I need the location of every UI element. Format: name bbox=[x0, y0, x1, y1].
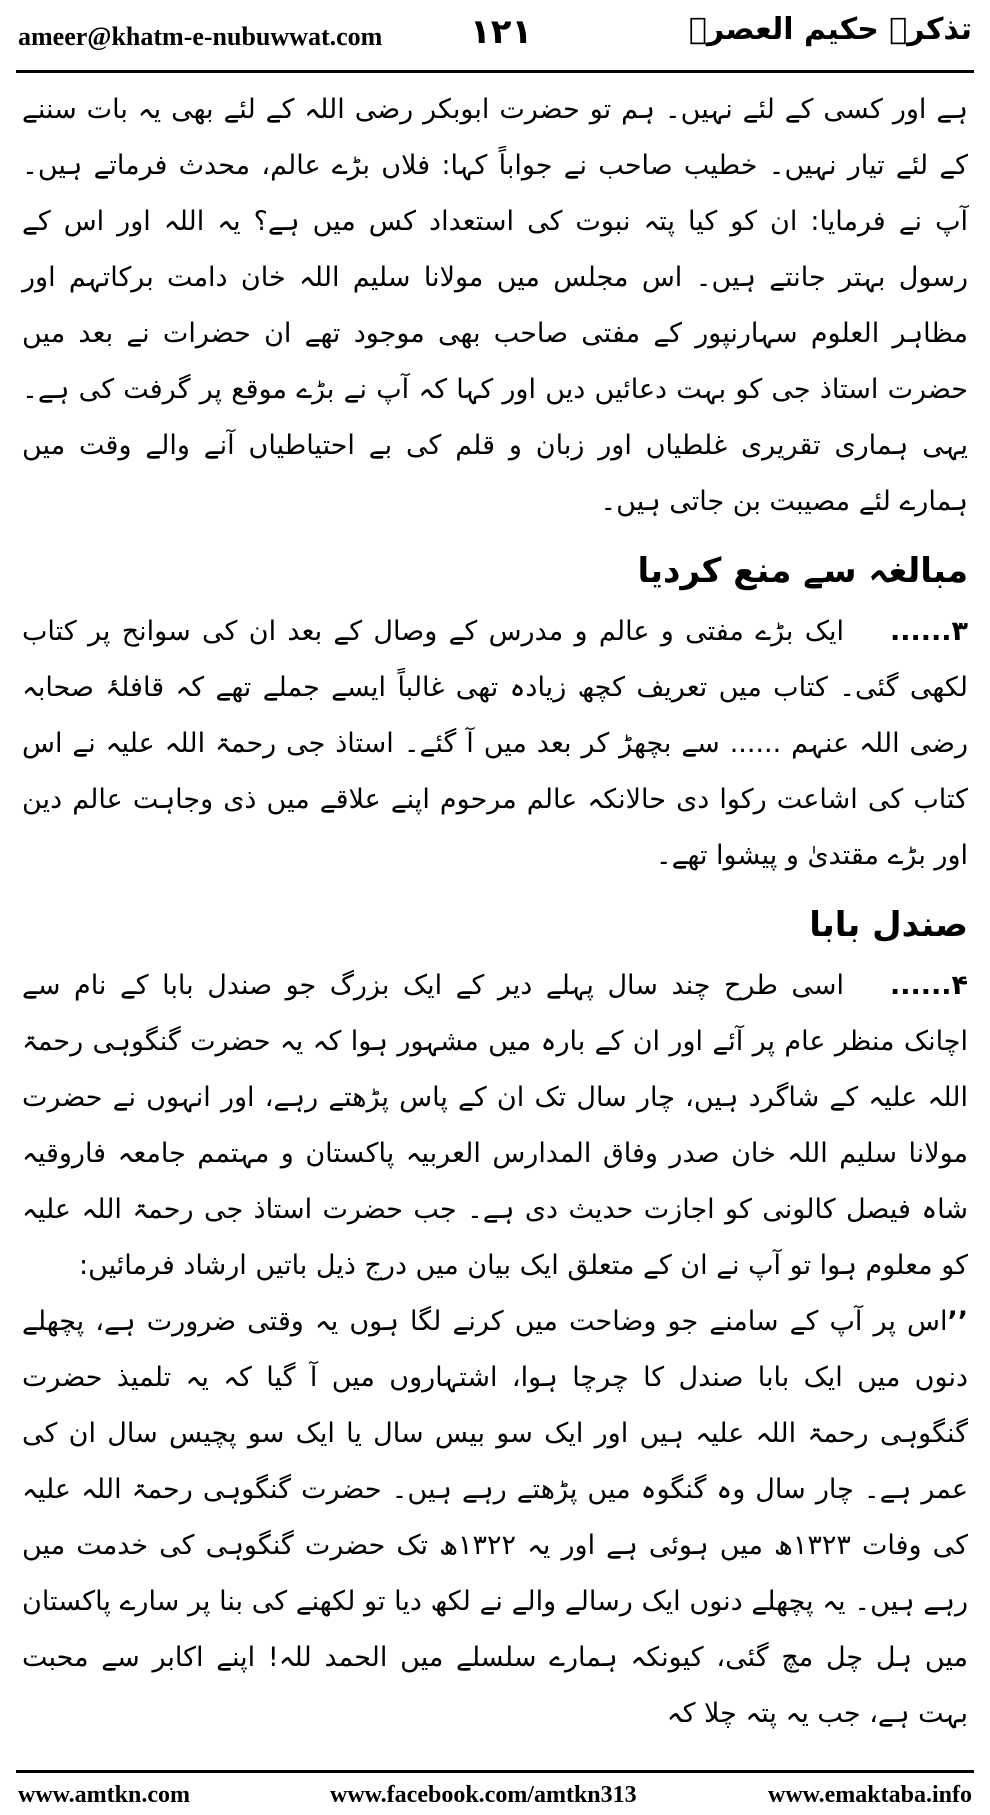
paragraph-2-text: ایک بڑے مفتی و عالم و مدرس کے وصال کے بعد ان کی سوانح پر کتاب لکھی گئی۔ کتاب میں تعریف کچھ زیادہ تھی غالباً ایسے جملے تھے کہ قافلۂ صحابہ رضی اللہ عنہم ...... سے بچھڑ کر بعد میں آ گئے۔ استاذ جی رحمۃ اللہ علیہ نے اس کتاب کی اشاعت رکوا دی حالانکہ عالم مرحوم اپنے علاقے میں ذی وجاہت عالم دین اور بڑے مقتدیٰ و پیشوا تھے۔ bbox=[22, 616, 968, 871]
paragraph-2 bbox=[22, 604, 968, 884]
page-header bbox=[0, 0, 990, 68]
paragraph-number-3: ۳...... bbox=[889, 616, 968, 647]
book-title: تذکرہ حکیم العصرؒ bbox=[688, 12, 972, 47]
footer-rule bbox=[16, 1770, 974, 1773]
section-heading-sandal-baba: صندل بابا bbox=[809, 905, 968, 945]
section-heading-mubalgha: مبالغہ سے منع کردیا bbox=[637, 551, 968, 591]
quoted-paragraph-text: اس پر آپ کے سامنے جو وضاحت میں کرنے لگا ہوں یہ وقتی ضرورت ہے، پچھلے دنوں میں ایک بابا صندل کا چرچا ہوا، اشتہاروں میں آ گیا کہ یہ تلمیذ حضرت گنگوہی رحمۃ اللہ علیہ ہیں اور ایک سو بیس سال یا ایک سو پچیس سال ان کی عمر ہے۔ چار سال وہ گنگوہ میں پڑھتے رہے ہیں۔ حضرت گنگوہی رحمۃ اللہ علیہ کی وفات ۱۳۲۳ھ میں ہوئی ہے اور یہ ۱۳۲۲ھ تک حضرت گنگوہی کی خدمت میں رہے ہیں۔ یہ پچھلے دنوں ایک رسالے والے نے لکھ دیا تو لکھنے کی بنا پر سارے پاکستان میں ہل چل مچ گئی، کیونکہ ہمارے سلسلے میں الحمد للہ! اپنے اکابر سے محبت بہت ہے، جب یہ پتہ چلا کہ bbox=[22, 1306, 969, 1729]
page-body bbox=[22, 82, 968, 1762]
paragraph-number-4: ۴...... bbox=[889, 970, 968, 1001]
quoted-paragraph bbox=[22, 1294, 968, 1742]
header-rule bbox=[16, 70, 974, 73]
footer-link-amtkn[interactable]: www.amtkn.com bbox=[18, 1782, 190, 1808]
page-footer bbox=[0, 1778, 990, 1815]
page-number: ۱۲۱ bbox=[470, 12, 533, 52]
paragraph-3 bbox=[22, 958, 968, 1294]
opening-quote-mark: ’’ bbox=[947, 1306, 968, 1337]
paragraph-1: ہے اور کسی کے لئے نہیں۔ ہم تو حضرت ابوبکر رضی اللہ کے لئے بھی یہ بات سننے کے لئے تیار نہیں۔ خطیب صاحب نے جواباً کہا: فلاں بڑے عالم، محدث فرماتے ہیں۔ آپ نے فرمایا: ان کو کیا پتہ نبوت کی استعداد کس میں ہے؟ یہ اللہ اور اس کے رسول بہتر جانتے ہیں۔ اس مجلس میں مولانا سلیم اللہ خان دامت برکاتہم اور مظاہر العلوم سہارنپور کے مفتی صاحب بھی موجود تھے ان حضرات نے بعد میں حضرت استاذ جی کو بہت دعائیں دیں اور کہا کہ آپ نے بڑے موقع پر گرفت کی ہے۔ یہی ہماری تقریری غلطیاں اور زبان و قلم کی بے احتیاطیاں آنے والے وقت میں ہمارے لئے مصیبت بن جاتی ہیں۔ bbox=[22, 94, 968, 517]
footer-link-emaktaba[interactable]: www.emaktaba.info bbox=[767, 1782, 972, 1808]
footer-link-facebook[interactable]: www.facebook.com/amtkn313 bbox=[330, 1782, 637, 1808]
paragraph-3-text: اسی طرح چند سال پہلے دیر کے ایک بزرگ جو صندل بابا کے نام سے اچانک منظر عام پر آئے اور ان کے بارہ میں مشہور ہوا کہ یہ حضرت گنگوہی رحمۃ اللہ علیہ کے شاگرد ہیں، چار سال تک ان کے پاس پڑھتے رہے، اور انہوں نے حضرت مولانا سلیم اللہ خان صدر وفاق المدارس العربیہ پاکستان و مہتمم جامعہ فاروقیہ شاہ فیصل کالونی کو اجازت حدیث دی ہے۔ جب حضرت استاذ جی رحمۃ اللہ علیہ کو معلوم ہوا تو آپ نے ان کے متعلق ایک بیان میں درج ذیل باتیں ارشاد فرمائیں: bbox=[22, 970, 968, 1281]
header-email: ameer@khatm-e-nubuwwat.com bbox=[18, 22, 383, 51]
